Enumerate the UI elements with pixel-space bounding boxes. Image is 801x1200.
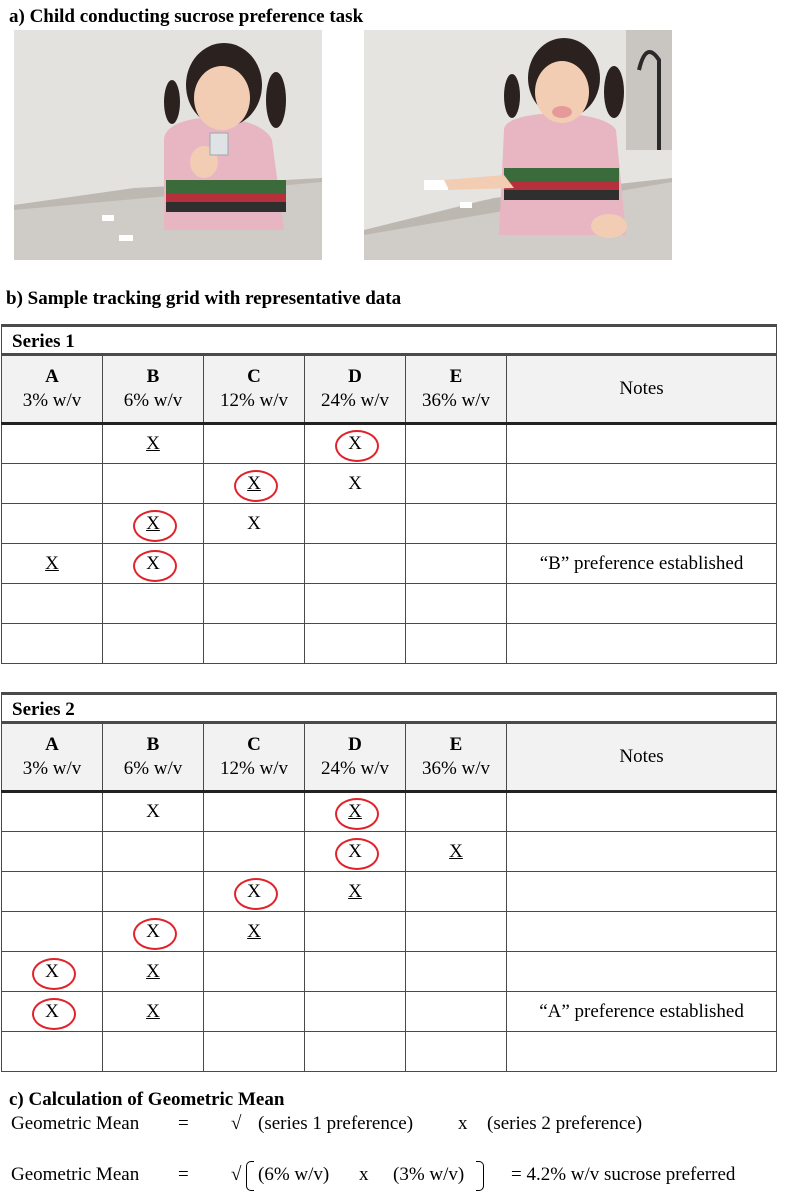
column-header-e — [406, 723, 507, 792]
column-header-b — [103, 723, 204, 792]
notes-cell — [507, 504, 777, 544]
grid-cell — [406, 464, 507, 504]
column-header-notes: Notes — [507, 355, 777, 424]
grid-cell — [103, 504, 204, 544]
grid-cell — [204, 544, 305, 584]
grid-cell — [406, 584, 507, 624]
grid-cell — [2, 912, 103, 952]
column-header-d — [305, 723, 406, 792]
grid-cell — [103, 912, 204, 952]
grid-cell — [204, 624, 305, 664]
notes-cell — [507, 1032, 777, 1072]
grid-cell — [305, 792, 406, 832]
column-letter: B — [146, 366, 160, 387]
column-letter: A — [45, 734, 59, 755]
formula-2-term1: (6% w/v) — [258, 1164, 330, 1185]
grid-cell — [406, 544, 507, 584]
series-2-grid — [1, 692, 777, 1072]
table-row — [2, 912, 777, 952]
x-mark: X — [146, 801, 160, 822]
formula-line-2 — [0, 1164, 801, 1194]
formula-2-result: = 4.2% w/v sucrose preferred — [511, 1164, 736, 1185]
circled-x-mark: X — [45, 960, 59, 982]
column-concentration: 24% w/v — [320, 758, 390, 779]
table-row — [2, 544, 777, 584]
grid-cell — [103, 992, 204, 1032]
formula-2-equals: = — [178, 1164, 189, 1185]
circled-x-mark: X — [146, 920, 160, 942]
left-bracket — [246, 1161, 254, 1191]
table-row — [2, 424, 777, 464]
grid-cell — [103, 832, 204, 872]
column-header-a — [2, 723, 103, 792]
grid-cell — [2, 792, 103, 832]
circled-x-mark: X — [146, 512, 160, 534]
formula-1-label: Geometric Mean — [11, 1113, 140, 1134]
grid-cell — [2, 424, 103, 464]
grid-cell — [204, 992, 305, 1032]
notes-cell — [507, 832, 777, 872]
grid-cell — [103, 424, 204, 464]
notes-cell — [507, 912, 777, 952]
series-2-body — [2, 792, 777, 1072]
grid-cell — [103, 792, 204, 832]
column-header-e — [406, 355, 507, 424]
series-1-title: Series 1 — [2, 326, 777, 355]
notes-cell — [507, 952, 777, 992]
grid-cell — [204, 832, 305, 872]
column-letter: D — [348, 734, 362, 755]
formula-2-times: x — [359, 1164, 369, 1185]
series-1-grid — [1, 324, 777, 664]
x-mark: X — [247, 920, 261, 942]
notes-cell — [507, 464, 777, 504]
column-header-a — [2, 355, 103, 424]
notes-cell — [507, 424, 777, 464]
column-header-d — [305, 355, 406, 424]
table-row — [2, 992, 777, 1032]
photo-child-drinking — [14, 30, 322, 260]
column-concentration: 3% w/v — [22, 390, 82, 411]
table-row — [2, 504, 777, 544]
column-concentration: 12% w/v — [219, 390, 289, 411]
grid-cell — [204, 912, 305, 952]
table-row — [2, 584, 777, 624]
series-1-header-row — [2, 355, 777, 424]
column-concentration: 12% w/v — [219, 758, 289, 779]
formula-1-term2: (series 2 preference) — [487, 1113, 643, 1134]
x-mark: X — [146, 433, 160, 454]
column-letter: C — [247, 734, 261, 755]
x-mark: X — [449, 840, 463, 862]
grid-cell — [204, 792, 305, 832]
column-header-c — [204, 723, 305, 792]
formula-2-label: Geometric Mean — [11, 1164, 140, 1185]
grid-cell — [2, 992, 103, 1032]
photo-child-pointing — [364, 30, 672, 260]
grid-cell — [103, 584, 204, 624]
column-concentration: 36% w/v — [421, 758, 491, 779]
notes-cell — [507, 584, 777, 624]
circled-x-mark: X — [348, 840, 362, 862]
column-letter: C — [247, 366, 261, 387]
grid-cell — [2, 872, 103, 912]
grid-cell — [2, 832, 103, 872]
grid-cell — [103, 464, 204, 504]
column-concentration: 6% w/v — [123, 758, 183, 779]
circled-x-mark: X — [45, 1000, 59, 1022]
right-bracket — [476, 1161, 484, 1191]
grid-cell — [406, 992, 507, 1032]
grid-cell — [204, 504, 305, 544]
grid-cell — [2, 1032, 103, 1072]
grid-cell — [406, 624, 507, 664]
grid-cell — [305, 544, 406, 584]
column-header-c — [204, 355, 305, 424]
column-concentration: 6% w/v — [123, 390, 183, 411]
x-mark: X — [146, 1000, 160, 1022]
grid-cell — [2, 464, 103, 504]
grid-cell — [305, 584, 406, 624]
grid-cell — [406, 504, 507, 544]
grid-cell — [204, 464, 305, 504]
section-b-title: b) Sample tracking grid with representative data — [6, 288, 402, 309]
grid-cell — [305, 952, 406, 992]
grid-cell — [204, 872, 305, 912]
column-letter: A — [45, 366, 59, 387]
grid-cell — [204, 1032, 305, 1072]
grid-cell — [204, 424, 305, 464]
grid-cell — [2, 624, 103, 664]
series-2-header-row — [2, 723, 777, 792]
grid-cell — [406, 1032, 507, 1072]
series-2-title: Series 2 — [2, 694, 777, 723]
grid-cell — [305, 1032, 406, 1072]
column-letter: D — [348, 366, 362, 387]
grid-cell — [103, 1032, 204, 1072]
grid-cell — [2, 584, 103, 624]
x-mark: X — [348, 472, 362, 494]
column-concentration: 36% w/v — [421, 390, 491, 411]
column-letter: B — [146, 734, 160, 755]
x-mark: X — [247, 512, 261, 534]
section-c-title: c) Calculation of Geometric Mean — [9, 1089, 285, 1110]
formula-1-radical: √ — [231, 1113, 242, 1134]
grid-cell — [204, 952, 305, 992]
grid-cell — [2, 504, 103, 544]
formula-1-term1: (series 1 preference) — [258, 1113, 414, 1134]
formula-2-radical: √ — [231, 1164, 242, 1185]
grid-cell — [103, 544, 204, 584]
grid-cell — [406, 952, 507, 992]
formula-1-times: x — [458, 1113, 468, 1134]
table-row — [2, 952, 777, 992]
column-letter: E — [449, 734, 463, 755]
grid-cell — [305, 464, 406, 504]
column-concentration: 3% w/v — [22, 758, 82, 779]
grid-cell — [406, 872, 507, 912]
circled-x-mark: X — [348, 801, 362, 822]
grid-cell — [305, 912, 406, 952]
column-letter: E — [449, 366, 463, 387]
table-row — [2, 872, 777, 912]
formula-line-1 — [0, 1113, 801, 1139]
table-row — [2, 832, 777, 872]
circled-x-mark: X — [348, 433, 362, 454]
section-a-title: a) Child conducting sucrose preference task — [9, 6, 364, 27]
notes-cell: “B” preference established — [507, 544, 777, 584]
grid-cell — [305, 504, 406, 544]
formula-1-equals: = — [178, 1113, 189, 1134]
circled-x-mark: X — [247, 472, 261, 494]
x-mark: X — [45, 552, 59, 574]
x-mark: X — [146, 960, 160, 982]
table-row — [2, 792, 777, 832]
grid-cell — [305, 624, 406, 664]
grid-cell — [406, 912, 507, 952]
circled-x-mark: X — [146, 552, 160, 574]
table-row — [2, 1032, 777, 1072]
grid-cell — [103, 624, 204, 664]
grid-cell — [103, 952, 204, 992]
x-mark: X — [348, 880, 362, 902]
column-header-b — [103, 355, 204, 424]
notes-cell — [507, 872, 777, 912]
grid-cell — [103, 872, 204, 912]
circled-x-mark: X — [247, 880, 261, 902]
notes-cell — [507, 792, 777, 832]
grid-cell — [2, 544, 103, 584]
grid-cell — [305, 872, 406, 912]
column-header-notes: Notes — [507, 723, 777, 792]
formula-2-term2: (3% w/v) — [393, 1164, 465, 1185]
series-1-body — [2, 424, 777, 664]
grid-cell — [2, 952, 103, 992]
grid-cell — [406, 832, 507, 872]
column-concentration: 24% w/v — [320, 390, 390, 411]
grid-cell — [406, 424, 507, 464]
notes-cell — [507, 624, 777, 664]
grid-cell — [406, 792, 507, 832]
grid-cell — [305, 424, 406, 464]
table-row — [2, 624, 777, 664]
table-row — [2, 464, 777, 504]
grid-cell — [305, 992, 406, 1032]
grid-cell — [204, 584, 305, 624]
grid-cell — [305, 832, 406, 872]
notes-cell: “A” preference established — [507, 992, 777, 1032]
